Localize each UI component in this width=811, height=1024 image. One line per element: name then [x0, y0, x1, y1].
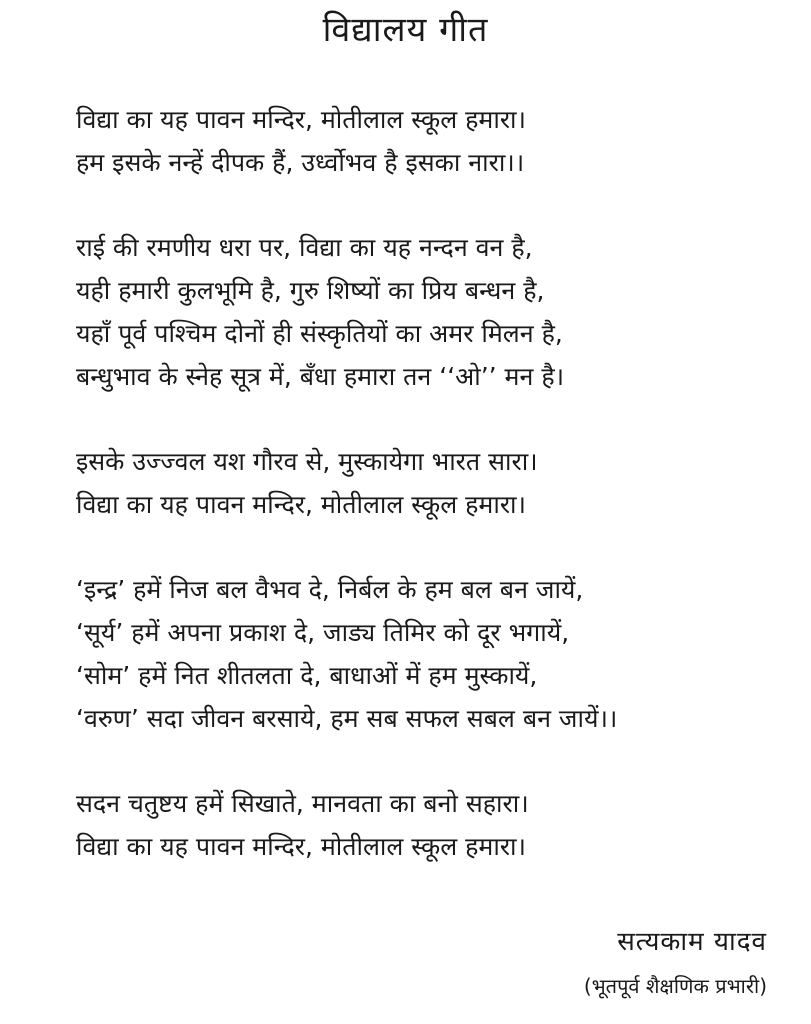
poem-line: बन्धुभाव के स्नेह सूत्र में, बँधा हमारा तन ‘‘ओ’’ मन है। [76, 362, 565, 391]
poem-line: हम इसके नन्हें दीपक हैं, उर्ध्वोभव है इसका नारा।। [76, 148, 525, 177]
poem-line: विद्या का यह पावन मन्दिर, मोतीलाल स्कूल हमारा। [76, 490, 527, 519]
poem-line: ‘सूर्य’ हमें अपना प्रकाश दे, जाड्य तिमिर को दूर भगायें, [76, 618, 570, 647]
poem-line: ‘वरुण’ सदा जीवन बरसाये, हम सब सफल सबल बन जायें।। [76, 704, 618, 733]
poem-line: विद्या का यह पावन मन्दिर, मोतीलाल स्कूल हमारा। [76, 105, 527, 134]
poem-line: राई की रमणीय धरा पर, विद्या का यह नन्दन वन है, [76, 233, 533, 262]
poem-line: यहाँ पूर्व पश्चिम दोनों ही संस्कृतियों का अमर मिलन है, [76, 319, 563, 348]
poem-line: विद्या का यह पावन मन्दिर, मोतीलाल स्कूल हमारा। [76, 832, 527, 861]
poem-line: ‘सोम’ हमें नित शीतलता दे, बाधाओं में हम मुस्कायें, [76, 661, 538, 690]
poem-line: सदन चतुष्टय हमें सिखाते, मानवता का बनो सहारा। [76, 789, 529, 818]
author-name: सत्यकाम यादव [617, 927, 767, 957]
poem-line: इसके उज्ज्वल यश गौरव से, मुस्कायेगा भारत सारा। [76, 447, 538, 476]
stanza [76, 98, 796, 184]
stanza [76, 782, 796, 868]
signature-block [584, 920, 767, 1002]
page-title: विद्यालय गीत [322, 10, 489, 50]
poem-body [76, 98, 796, 910]
stanza [76, 226, 796, 398]
author-role: (भूतपूर्व शैक्षणिक प्रभारी) [583, 974, 767, 998]
stanza [76, 568, 796, 740]
poem-line: ‘इन्द्र’ हमें निज बल वैभव दे, निर्बल के हम बल बन जायें, [76, 575, 584, 604]
poem-line: यही हमारी कुलभूमि है, गुरु शिष्यों का प्रिय बन्धन है, [76, 276, 545, 305]
stanza [76, 440, 796, 526]
